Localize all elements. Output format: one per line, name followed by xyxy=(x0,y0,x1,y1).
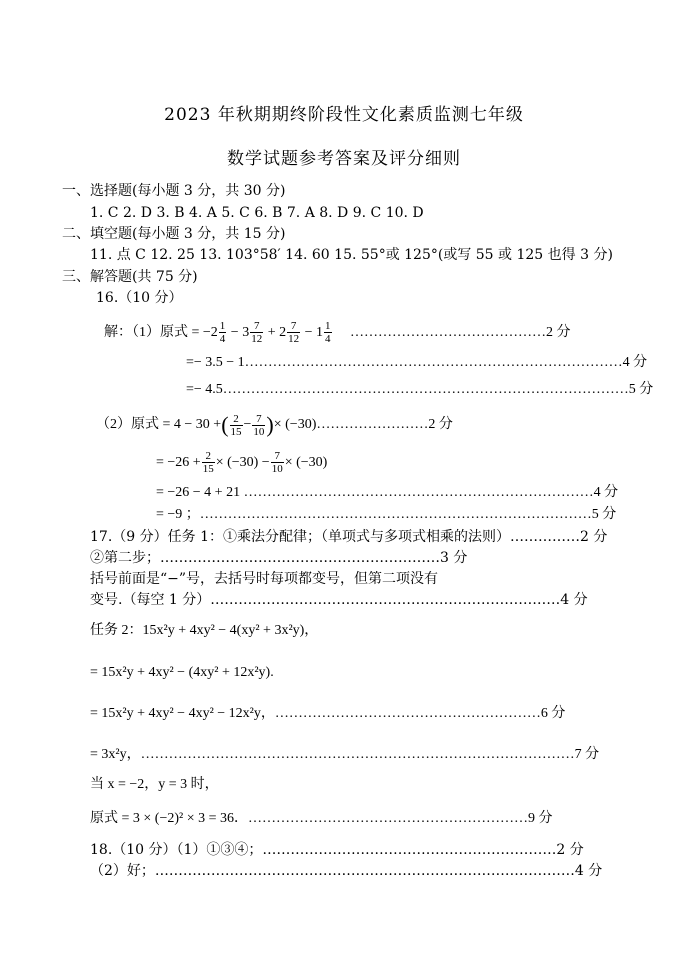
document-subtitle: 数学试题参考答案及评分细则 xyxy=(227,149,461,169)
fraction: $\frac{1}{4}$ xyxy=(219,320,226,346)
q17-step2: = 15x²y + 4xy² − 4xy² − 12x²y，…………………………………………………6 分 xyxy=(90,706,566,721)
q17-task2-expression: 任务 2：15x²y + 4xy² − 4(xy² + 3x²y)， xyxy=(90,623,319,638)
fraction: $\frac{1}{4}$ xyxy=(325,320,331,346)
q18-part1: 18.（10 分）（1）①③④；………………………………………………………2 分 xyxy=(90,842,584,858)
fraction: $\frac{7}{12}$ xyxy=(251,320,263,346)
q16-part2-line2: = −26 + $\frac{2}{15}$ × (−30) − $\frac{7}{10}$ × (−30) xyxy=(156,450,328,476)
q16-part2-line4: = −9 ；…………………………………………………………………………5 分 xyxy=(156,507,617,522)
fraction: $\frac{7}{10}$ xyxy=(253,412,265,438)
q16-part1-line2: =− 3.5 − 1………………………………………………………………………4 分 xyxy=(186,355,648,370)
q16-part1-line1: 解：（1）原式 = −2 $\frac{1}{4}$ − 3 $\frac{7}{12}$ + 2 $\frac{7}{12}$ − 1 $\frac{1}{4}$ ……………………………………2 分 xyxy=(104,320,571,346)
document-title: 2023 年秋期期终阶段性文化素质监测七年级 xyxy=(164,105,524,125)
q17-task1-line3: 括号前面是“−”号，去括号时每项都变号，但第二项没有 xyxy=(90,571,439,587)
section-1-heading: 一、选择题(每小题 3 分，共 30 分) xyxy=(62,183,286,199)
q17-condition: 当 x = −2，y = 3 时， xyxy=(90,777,219,792)
q16-part1-line3: =− 4.5……………………………………………………………………………5 分 xyxy=(186,382,654,397)
section-2-answers: 11. 点 C 12. 25 13. 103°58′ 14. 60 15. 55°或 125°(或写 55 或 125 也得 3 分) xyxy=(90,247,613,263)
fraction: $\frac{7}{12}$ xyxy=(288,320,300,346)
q17-step1: = 15x²y + 4xy² − (4xy² + 12x²y). xyxy=(90,665,274,680)
section-2-heading: 二、填空题(每小题 3 分，共 15 分) xyxy=(62,226,286,242)
q17-task1-line4: 变号.（每空 1 分）…………………………………………………………………4 分 xyxy=(90,592,588,608)
q17-result: 原式 = 3 × (−2)² × 3 = 36．……………………………………………………9 分 xyxy=(90,811,553,826)
q18-part2: （2）好；………………………………………………………………………………4 分 xyxy=(90,863,603,879)
q17-task1-line1: 17.（9 分）任务 1：①乘法分配律；（单项式与多项式相乘的法则）……………2 分 xyxy=(90,529,608,545)
q16-part2-line3: = −26 − 4 + 21 …………………………………………………………………4 分 xyxy=(156,485,619,500)
q17-task1-line2: ②第二步；……………………………………………………3 分 xyxy=(90,550,468,566)
q17-step3: = 3x²y，…………………………………………………………………………………7 分 xyxy=(90,747,600,762)
fraction: $\frac{2}{15}$ xyxy=(230,412,242,438)
q16-part2-line1: （2）原式 = 4 − 30 +( $\frac{2}{15}$ − $\frac{7}{10}$ )× (−30)……………………2 分 xyxy=(96,412,453,438)
question-16-heading: 16.（10 分） xyxy=(96,290,183,306)
fraction: $\frac{2}{15}$ xyxy=(202,450,214,476)
section-1-answers: 1. C 2. D 3. B 4. A 5. C 6. B 7. A 8. D 9. C 10. D xyxy=(90,205,424,221)
fraction: $\frac{7}{10}$ xyxy=(271,450,283,476)
section-3-heading: 三、解答题(共 75 分) xyxy=(62,269,198,285)
